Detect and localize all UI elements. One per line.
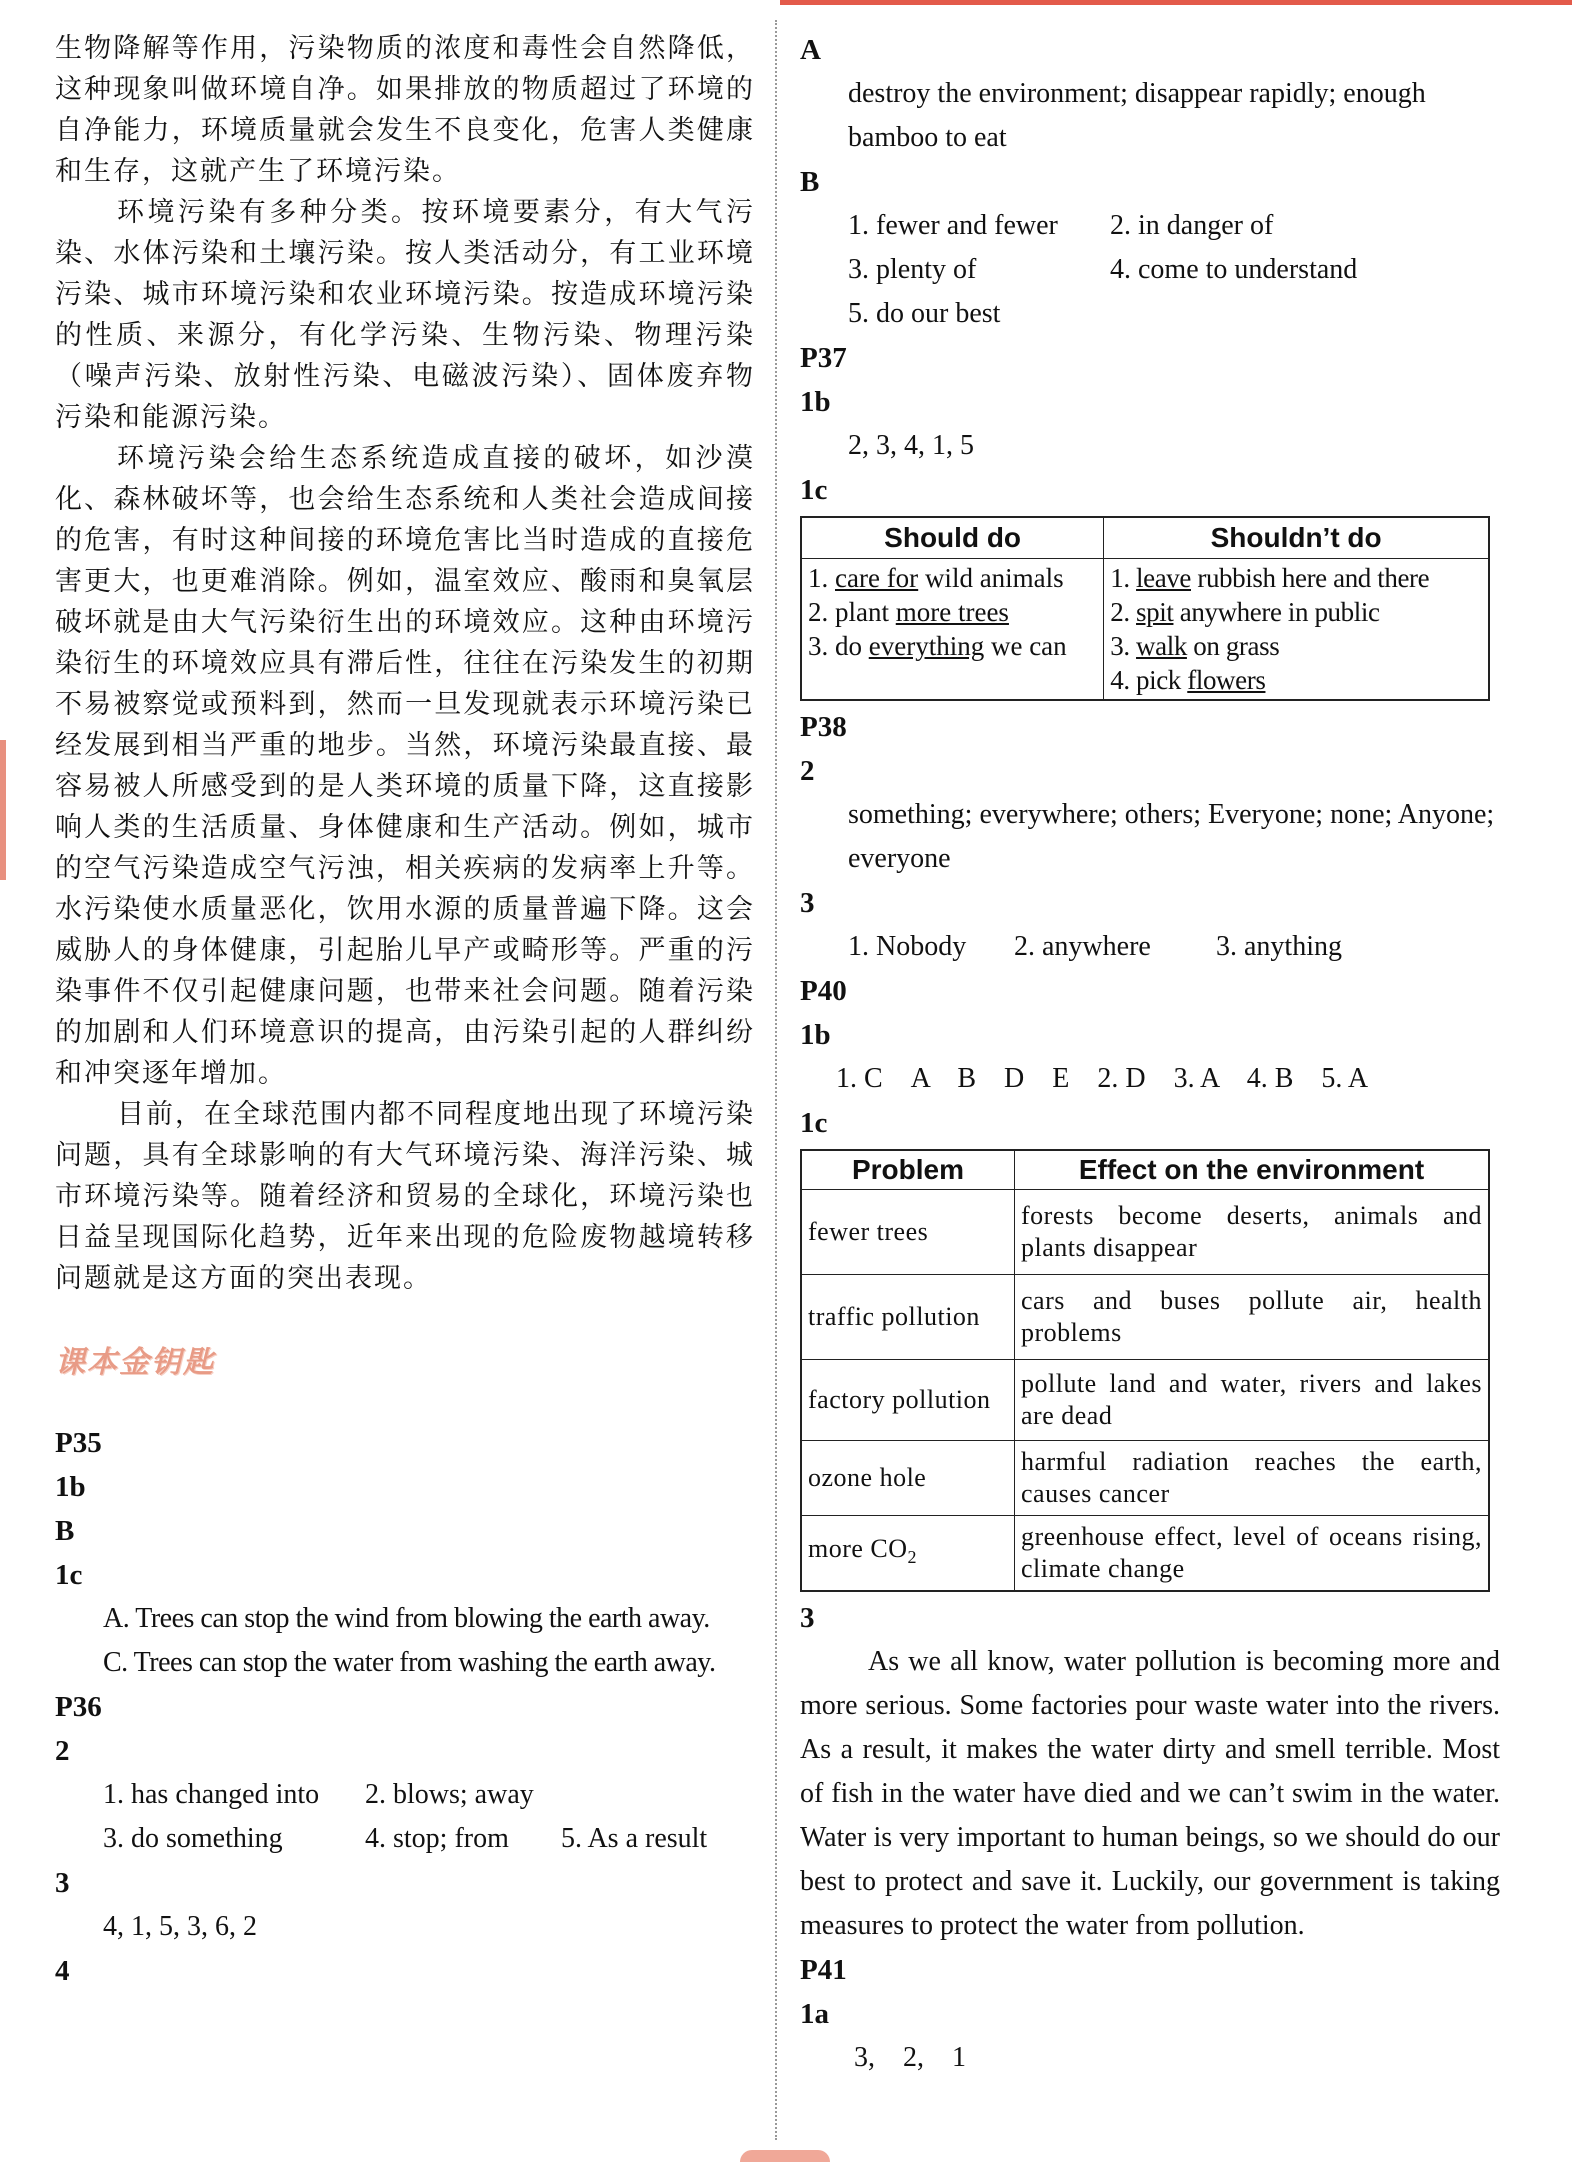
problem-effect-table [800,1149,1490,1592]
effect-cell: harmful radiation reaches the earth, causes cancer [1015,1441,1490,1516]
cn-paragraph-1: 生物降解等作用，污染物质的浓度和毒性会自然降低，这种现象叫做环境自净。如果排放的物质超过了环境的自净能力，环境质量就会发生不良变化，危害人类健康和生存，这就产生了环境污染。 [55,33,755,187]
heading-p40: P40 [800,975,847,1007]
shouldnt-do-header: Shouldn’t do [1104,517,1489,559]
answer-b-5: 5. do our best [848,298,1001,329]
heading-a: A [800,34,821,66]
right-column [800,28,1500,2080]
heading-p35-1b: 1b [55,1471,86,1503]
answer-row-p36-2a [55,1773,755,1817]
top-accent-stripe [780,0,1572,5]
effect-cell: pollute land and water, rivers and lakes are dead [1015,1360,1490,1441]
problem-header: Problem [801,1150,1015,1190]
effect-cell: cars and buses pollute air, health problems [1015,1275,1490,1360]
answer-p36-2-5: 5. As a result [561,1823,708,1854]
heading-p35-1c: 1c [55,1559,83,1591]
problem-cell: factory pollution [801,1360,1015,1441]
table-row [801,1275,1489,1360]
page-number-tab [740,2150,830,2162]
heading-p36-4: 4 [55,1955,70,1987]
answer-row-p38-3 [800,925,1500,969]
answer-p38-3-2: 2. anywhere [1014,931,1151,962]
answer-p38-2: something; everywhere; others; Everyone; none; Anyone; everyone [848,799,1495,874]
table-row [801,1441,1489,1516]
heading-p37-1b: 1b [800,386,831,418]
answer-p36-2-3: 3. do something [103,1823,283,1854]
cn-paragraph-4: 目前，在全球范围内都不同程度地出现了环境污染问题，具有全球影响的有大气环境污染、海洋污染、城市环境污染等。随着经济和贸易的全球化，环境污染也日益呈现国际化趋势，近年来出现的危险废物越境转移问题就是这方面的突出表现。 [55,1099,755,1294]
cn-paragraph-2: 环境污染有多种分类。按环境要素分，有大气污染、水体污染和土壤污染。按人类活动分，有工业环境污染、城市环境污染和农业环境污染。按造成环境污染的性质、来源分，有化学污染、生物污染、物理污染（噪声污染、放射性污染、电磁波污染）、固体废弃物污染和能源污染。 [55,197,755,433]
answer-p36-2-4: 4. stop; from [365,1823,509,1854]
table-row [801,1190,1489,1275]
heading-p40-3: 3 [800,1602,815,1634]
effect-cell: greenhouse effect, level of oceans rising, climate change [1015,1516,1490,1592]
should-item: 3. do everything we can [808,631,1067,661]
left-edge-tab [0,740,6,880]
answer-row-p36-2b [55,1817,755,1861]
left-column [55,28,755,1993]
heading-p35: P35 [55,1427,102,1459]
answer-b-3: 3. plenty of [848,254,977,285]
heading-p38: P38 [800,711,847,743]
answer-b-2: 2. in danger of [1110,210,1274,241]
should-do-cell [801,559,1104,701]
heading-p38-3: 3 [800,887,815,919]
should-table [800,516,1490,701]
heading-p36-3: 3 [55,1867,70,1899]
answer-p37-1b: 2, 3, 4, 1, 5 [848,430,974,461]
effect-cell: forests become deserts, animals and plants disappear [1015,1190,1490,1275]
answer-p38-3-3: 3. anything [1216,931,1342,962]
answer-row-b2 [800,248,1500,292]
heading-p40-1c: 1c [800,1107,828,1139]
shouldnt-item: 2. spit anywhere in public [1110,597,1380,627]
problem-cell: fewer trees [801,1190,1015,1275]
heading-p41: P41 [800,1954,847,1986]
answer-p35-1c-c: C. Trees can stop the water from washing the earth away. [103,1647,716,1678]
problem-cell: traffic pollution [801,1275,1015,1360]
column-divider [775,20,777,2140]
problem-cell: more $CO_2$ [801,1516,1015,1592]
heading-p38-2: 2 [800,755,815,787]
table-row [801,1360,1489,1441]
answer-p35-1c-a: A. Trees can stop the wind from blowing the earth away. [103,1603,710,1634]
answer-p41-1a: 3, 2, 1 [854,2042,967,2073]
shouldnt-item: 3. walk on grass [1110,631,1280,661]
problem-cell: ozone hole [801,1441,1015,1516]
heading-p40-1b: 1b [800,1019,831,1051]
answer-row-b1 [800,204,1500,248]
heading-p37: P37 [800,342,847,374]
effect-header: Effect on the environment [1015,1150,1490,1190]
answer-p35-1b: B [55,1515,75,1547]
heading-p37-1c: 1c [800,474,828,506]
should-item: 1. care for wild animals [808,563,1064,593]
should-item: 2. plant more trees [808,597,1009,627]
answer-a: destroy the environment; disappear rapidly; enough bamboo to eat [848,78,1426,153]
heading-b: B [800,166,820,198]
should-do-header: Should do [801,517,1104,559]
heading-p41-1a: 1a [800,1998,829,2030]
heading-p36-2: 2 [55,1735,70,1767]
answer-p36-2-1: 1. has changed into [103,1779,320,1810]
shouldnt-item: 1. leave rubbish here and there [1110,563,1430,593]
answer-p40-1b: 1. C A B D E 2. D 3. A 4. B 5. A [836,1063,1369,1094]
shouldnt-item: 4. pick flowers [1110,665,1266,695]
answer-p36-2-2: 2. blows; away [365,1779,534,1810]
heading-p36: P36 [55,1691,102,1723]
answer-b-1: 1. fewer and fewer [848,210,1058,241]
section-logo: 课本金钥匙 [55,1345,215,1380]
essay-p40-3: As we all know, water pollution is becoming more and more serious. Some factories pour waste water into the rivers. As a result, it makes the water dirty and smell terrible. Most of fish in the water have died and we can’t swim in the water. Water is very important to human beings, so we should do our best to protect and save it. Luckily, our government is taking measures to protect the water from pollution. [800,1646,1500,1941]
answer-b-4: 4. come to understand [1110,254,1358,285]
shouldnt-do-cell [1104,559,1489,701]
cn-paragraph-3: 环境污染会给生态系统造成直接的破坏，如沙漠化、森林破坏等，也会给生态系统和人类社会造成间接的危害，有时这种间接的环境危害比当时造成的直接危害更大，也更难消除。例如，温室效应、酸雨和臭氧层破坏就是由大气污染衍生出的环境效应。这种由环境污染衍生的环境效应具有滞后性，往往在污染发生的初期不易被察觉或预料到，然而一旦发现就表示环境污染已经发展到相当严重的地步。当然，环境污染最直接、最容易被人所感受到的是人类环境的质量下降，这直接影响人类的生活质量、身体健康和生产活动。例如，城市的空气污染造成空气污浊，相关疾病的发病率上升等。水污染使水质量恶化，饮用水源的质量普遍下降。这会威胁人的身体健康，引起胎儿早产或畸形等。严重的污染事件不仅引起健康问题，也带来社会问题。随着污染的加剧和人们环境意识的提高，由污染引起的人群纠纷和冲突逐年增加。 [55,443,755,1089]
table-row [801,1516,1489,1592]
answer-p38-3-1: 1. Nobody [848,931,967,962]
answer-p36-3: 4, 1, 5, 3, 6, 2 [103,1911,257,1942]
